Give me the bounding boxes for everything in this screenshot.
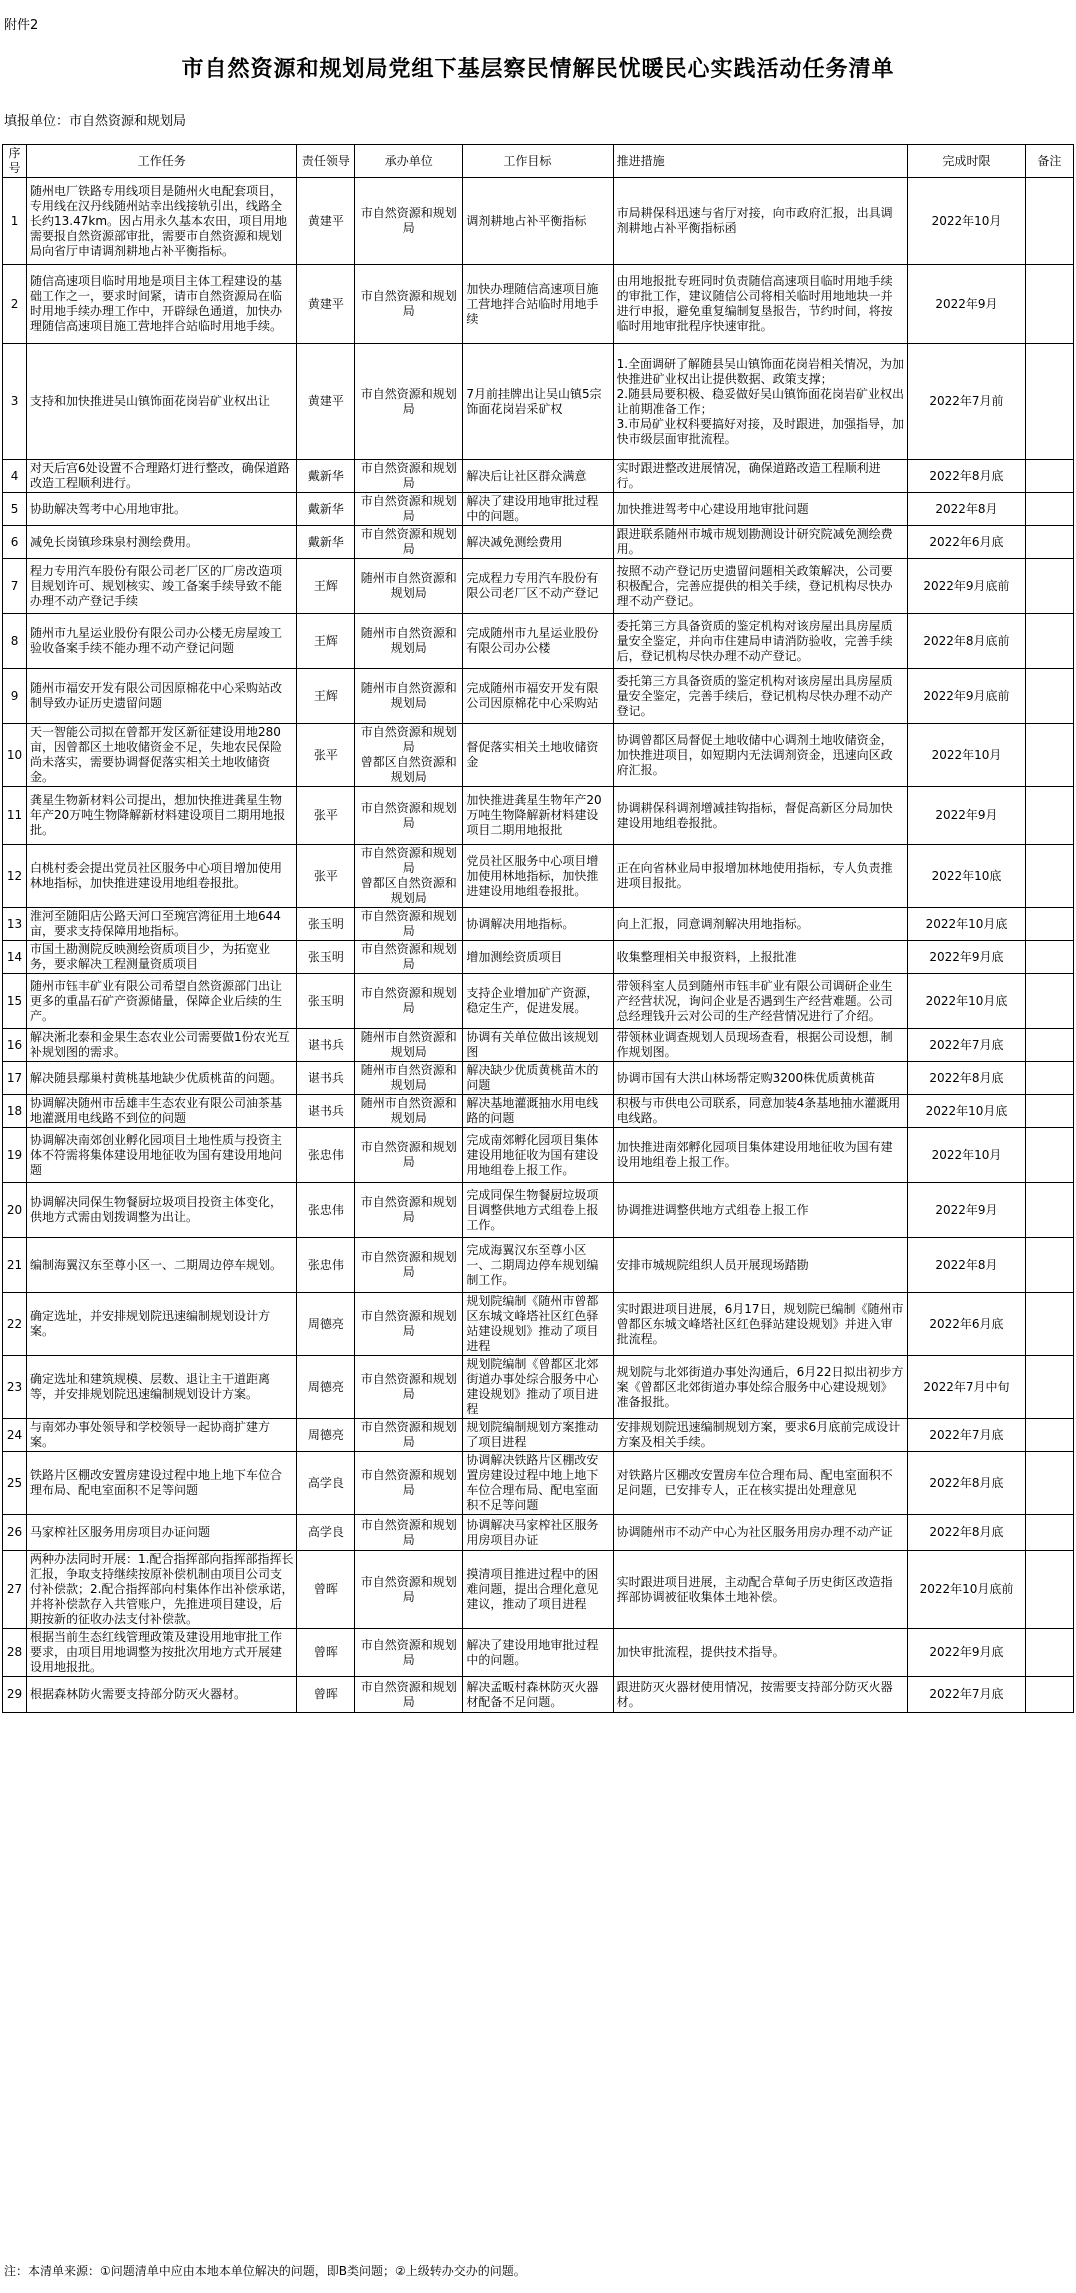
- header-goal: 工作目标: [463, 145, 613, 178]
- goal-cell: 解决基地灌溉抽水用电线路的问题: [463, 1095, 613, 1128]
- footnote: 注：本清单来源：①问题清单中应由本地本单位解决的问题，即B类问题；②上级转办交办的问题。: [4, 2264, 526, 2278]
- remark-cell: [1025, 1128, 1073, 1183]
- row-number: 6: [3, 526, 27, 559]
- remark-cell: [1025, 1419, 1073, 1452]
- goal-cell: 规划院编制《曾都区北郊街道办事处综合服务中心建设规划》推动了项目进程: [463, 1356, 613, 1419]
- deadline-cell: 2022年10月底: [908, 1095, 1026, 1128]
- goal-cell: 督促落实相关土地收储资金: [463, 724, 613, 787]
- row-number: 18: [3, 1095, 27, 1128]
- unit-cell: 市自然资源和规划局: [355, 178, 463, 265]
- unit-cell: 市自然资源和规划局: [355, 908, 463, 941]
- task-cell: 协调解决南郊创业孵化园项目土地性质与投资主体不符需将集体建设用地征收为国有建设用地问题: [27, 1128, 297, 1183]
- row-number: 10: [3, 724, 27, 787]
- leader-cell: 张平: [297, 724, 355, 787]
- header-measure: 推进措施: [613, 145, 907, 178]
- row-number: 5: [3, 493, 27, 526]
- leader-cell: 曾晖: [297, 1629, 355, 1677]
- task-cell: 白桃村委会提出党员社区服务中心项目增加使用林地指标，加快推进建设用地组卷报批。: [27, 845, 297, 908]
- unit-cell: 市自然资源和规划局: [355, 787, 463, 845]
- leader-cell: 谌书兵: [297, 1029, 355, 1062]
- table-row: [3, 974, 1074, 1029]
- goal-cell: 协调解决铁路片区棚改安置房建设过程中地上地下车位合理布局、配电室面积不足等问题: [463, 1452, 613, 1515]
- row-number: 28: [3, 1629, 27, 1677]
- table-row: [3, 178, 1074, 265]
- task-cell: 龚星生物新材料公司提出，想加快推进龚星生物年产20万吨生物降解新材料建设项目二期用地报批。: [27, 787, 297, 845]
- measure-cell: 市局耕保科迅速与省厅对接，向市政府汇报，出具调剂耕地占补平衡指标函: [613, 178, 907, 265]
- table-row: [3, 1356, 1074, 1419]
- leader-cell: 周德亮: [297, 1356, 355, 1419]
- leader-cell: 张平: [297, 787, 355, 845]
- table-row: [3, 460, 1074, 493]
- measure-cell: 协调耕保科调剂增减挂钩指标，督促高新区分局加快建设用地组卷报批。: [613, 787, 907, 845]
- table-row: [3, 669, 1074, 724]
- unit-cell: 市自然资源和规划局: [355, 1551, 463, 1629]
- deadline-cell: 2022年7月底: [908, 1419, 1026, 1452]
- unit-cell: 市自然资源和规划局 曾都区自然资源和规划局: [355, 845, 463, 908]
- deadline-cell: 2022年8月: [908, 1238, 1026, 1293]
- goal-cell: 协调解决用地指标。: [463, 908, 613, 941]
- measure-cell: 1.全面调研了解随县吴山镇饰面花岗岩相关情况，为加快推进矿业权出让提供数据、政策支撑； 2.随县局要积极、稳妥做好吴山镇饰面花岗岩矿业权出让前期准备工作； 3.市局矿业权科要搞好对接，及时跟进，加强指导，加快市级层面审批流程。: [613, 344, 907, 460]
- header-deadline: 完成时限: [908, 145, 1026, 178]
- goal-cell: 7月前挂牌出让吴山镇5宗饰面花岗岩采矿权: [463, 344, 613, 460]
- unit-cell: 市自然资源和规划局: [355, 941, 463, 974]
- leader-cell: 黄建平: [297, 178, 355, 265]
- leader-cell: 戴新华: [297, 460, 355, 493]
- unit-cell: 市自然资源和规划局: [355, 493, 463, 526]
- task-cell: 与南郊办事处领导和学校领导一起协商扩建方案。: [27, 1419, 297, 1452]
- remark-cell: [1025, 1095, 1073, 1128]
- measure-cell: 积极与市供电公司联系，同意加装4条基地抽水灌溉用电线路。: [613, 1095, 907, 1128]
- remark-cell: [1025, 559, 1073, 614]
- task-cell: 支持和加快推进吴山镇饰面花岗岩矿业权出让: [27, 344, 297, 460]
- table-row: [3, 787, 1074, 845]
- table-row: [3, 1238, 1074, 1293]
- row-number: 12: [3, 845, 27, 908]
- row-number: 19: [3, 1128, 27, 1183]
- deadline-cell: 2022年7月前: [908, 344, 1026, 460]
- leader-cell: 曾晖: [297, 1551, 355, 1629]
- table-row: [3, 1551, 1074, 1629]
- goal-cell: 支持企业增加矿产资源，稳定生产，促进发展。: [463, 974, 613, 1029]
- measure-cell: 带领林业调查规划人员现场查看，根据公司设想，制作规划图。: [613, 1029, 907, 1062]
- remark-cell: [1025, 845, 1073, 908]
- unit-cell: 市自然资源和规划局: [355, 1452, 463, 1515]
- task-cell: 对天后宫6处设置不合理路灯进行整改，确保道路改造工程顺利进行。: [27, 460, 297, 493]
- goal-cell: 完成南郊孵化园项目集体建设用地征收为国有建设用地组卷上报工作。: [463, 1128, 613, 1183]
- measure-cell: 按照不动产登记历史遗留问题相关政策解决，公司要积极配合，完善应提供的相关手续，登记机构尽快办理不动产登记。: [613, 559, 907, 614]
- leader-cell: 张玉明: [297, 974, 355, 1029]
- page-title: 市自然资源和规划局党组下基层察民情解民忧暖民心实践活动任务清单: [181, 57, 895, 82]
- row-number: 25: [3, 1452, 27, 1515]
- deadline-cell: 2022年8月底: [908, 1062, 1026, 1095]
- task-cell: 市国土勘测院反映测绘资质项目少，为拓宽业务，要求解决工程测量资质项目: [27, 941, 297, 974]
- deadline-cell: 2022年6月底: [908, 526, 1026, 559]
- row-number: 26: [3, 1515, 27, 1551]
- row-number: 17: [3, 1062, 27, 1095]
- remark-cell: [1025, 1551, 1073, 1629]
- task-cell: 随州市福安开发有限公司因原棉花中心采购站改制导致办证历史遗留问题: [27, 669, 297, 724]
- task-cell: 马家榨社区服务用房项目办证问题: [27, 1515, 297, 1551]
- remark-cell: [1025, 787, 1073, 845]
- deadline-cell: 2022年7月中旬: [908, 1356, 1026, 1419]
- goal-cell: 调剂耕地占补平衡指标: [463, 178, 613, 265]
- measure-cell: 带领科室人员到随州市钰丰矿业有限公司调研企业生产经营状况，询问企业是否遇到生产经营难题。公司总经理钱升云对公司的生产经营情况进行了介绍。: [613, 974, 907, 1029]
- unit-cell: 市自然资源和规划局: [355, 1419, 463, 1452]
- leader-cell: 谌书兵: [297, 1062, 355, 1095]
- row-number: 4: [3, 460, 27, 493]
- leader-cell: 张玉明: [297, 941, 355, 974]
- table-row: [3, 344, 1074, 460]
- deadline-cell: 2022年9月底: [908, 1629, 1026, 1677]
- leader-cell: 谌书兵: [297, 1095, 355, 1128]
- measure-cell: 实时跟进项目进展，主动配合草甸子历史街区改造指挥部协调被征收集体土地补偿。: [613, 1551, 907, 1629]
- remark-cell: [1025, 344, 1073, 460]
- goal-cell: 协调解决马家榨社区服务用房项目办证: [463, 1515, 613, 1551]
- deadline-cell: 2022年10月底: [908, 974, 1026, 1029]
- unit-cell: 市自然资源和规划局: [355, 1238, 463, 1293]
- table-row: [3, 1183, 1074, 1238]
- table-row: [3, 559, 1074, 614]
- table-row: [3, 493, 1074, 526]
- goal-cell: 解决孟畈村森林防灭火器材配备不足问题。: [463, 1677, 613, 1713]
- goal-cell: 加快办理随信高速项目施工营地拌合站临时用地手续: [463, 265, 613, 344]
- deadline-cell: 2022年10月: [908, 178, 1026, 265]
- row-number: 8: [3, 614, 27, 669]
- goal-cell: 完成海翼汉东至尊小区一、二期周边停车规划编制工作。: [463, 1238, 613, 1293]
- unit-cell: 市自然资源和规划局: [355, 974, 463, 1029]
- table-row: [3, 526, 1074, 559]
- leader-cell: 张玉明: [297, 908, 355, 941]
- remark-cell: [1025, 493, 1073, 526]
- row-number: 20: [3, 1183, 27, 1238]
- task-cell: 随州市九星运业股份有限公司办公楼无房屋竣工验收备案手续不能办理不动产登记问题: [27, 614, 297, 669]
- measure-cell: 正在向省林业局申报增加林地使用指标，专人负责推进项目报批。: [613, 845, 907, 908]
- unit-cell: 随州市自然资源和规划局: [355, 1029, 463, 1062]
- remark-cell: [1025, 614, 1073, 669]
- leader-cell: 曾晖: [297, 1677, 355, 1713]
- deadline-cell: 2022年8月底: [908, 1515, 1026, 1551]
- unit-cell: 市自然资源和规划局: [355, 460, 463, 493]
- table-row: [3, 1128, 1074, 1183]
- remark-cell: [1025, 941, 1073, 974]
- remark-cell: [1025, 178, 1073, 265]
- deadline-cell: 2022年9月底: [908, 941, 1026, 974]
- measure-cell: 实时跟进项目进展，6月17日，规划院已编制《随州市曾都区东城文峰塔社区红色驿站建设规划》并进入审批流程。: [613, 1293, 907, 1356]
- unit-cell: 市自然资源和规划局 曾都区自然资源和规划局: [355, 724, 463, 787]
- row-number: 15: [3, 974, 27, 1029]
- task-cell: 减免长岗镇珍珠泉村测绘费用。: [27, 526, 297, 559]
- measure-cell: 加快推进南郊孵化园项目集体建设用地征收为国有建设用地组卷上报工作。: [613, 1128, 907, 1183]
- remark-cell: [1025, 974, 1073, 1029]
- row-number: 3: [3, 344, 27, 460]
- header-task: 工作任务: [27, 145, 297, 178]
- row-number: 14: [3, 941, 27, 974]
- header-remark: 备注: [1025, 145, 1073, 178]
- deadline-cell: 2022年9月: [908, 1183, 1026, 1238]
- leader-cell: 周德亮: [297, 1419, 355, 1452]
- deadline-cell: 2022年9月底前: [908, 559, 1026, 614]
- goal-cell: 完成同保生物餐厨垃圾项目调整供地方式组卷上报工作。: [463, 1183, 613, 1238]
- goal-cell: 增加测绘资质项目: [463, 941, 613, 974]
- unit-cell: 市自然资源和规划局: [355, 1183, 463, 1238]
- remark-cell: [1025, 1062, 1073, 1095]
- deadline-cell: 2022年8月底: [908, 460, 1026, 493]
- measure-cell: 委托第三方具备资质的鉴定机构对该房屋出具房屋质量安全鉴定，并向市住建局申请消防验收，完善手续后，登记机构尽快办理不动产登记。: [613, 614, 907, 669]
- row-number: 11: [3, 787, 27, 845]
- leader-cell: 王辉: [297, 669, 355, 724]
- measure-cell: 协调推进调整供地方式组卷上报工作: [613, 1183, 907, 1238]
- table-row: [3, 845, 1074, 908]
- deadline-cell: 2022年9月: [908, 265, 1026, 344]
- measure-cell: 加快推进驾考中心建设用地审批问题: [613, 493, 907, 526]
- table-row: [3, 1029, 1074, 1062]
- measure-cell: 向上汇报，同意调剂解决用地指标。: [613, 908, 907, 941]
- task-cell: 随州电厂铁路专用线项目是随州火电配套项目，专用线在汉丹线随州站幸出线接轨引出，线路全长约13.47km。因占用永久基本农田，项目用地需要报自然资源部审批，需要市自然资源和规划局向省厅申请调剂耕地占补平衡指标。: [27, 178, 297, 265]
- table-row: [3, 1677, 1074, 1713]
- deadline-cell: 2022年10底: [908, 845, 1026, 908]
- remark-cell: [1025, 1452, 1073, 1515]
- remark-cell: [1025, 1677, 1073, 1713]
- remark-cell: [1025, 1183, 1073, 1238]
- task-cell: 编制海翼汉东至尊小区一、二期周边停车规划。: [27, 1238, 297, 1293]
- table-row: [3, 941, 1074, 974]
- unit-cell: 市自然资源和规划局: [355, 1677, 463, 1713]
- goal-cell: 解决减免测绘费用: [463, 526, 613, 559]
- deadline-cell: 2022年7月底: [908, 1029, 1026, 1062]
- deadline-cell: 2022年8月底: [908, 1452, 1026, 1515]
- unit-cell: 市自然资源和规划局: [355, 526, 463, 559]
- measure-cell: 安排市城规院组织人员开展现场踏勘: [613, 1238, 907, 1293]
- unit-cell: 市自然资源和规划局: [355, 1293, 463, 1356]
- goal-cell: 规划院编制《随州市曾都区东城文峰塔社区红色驿站建设规划》推动了项目进程: [463, 1293, 613, 1356]
- remark-cell: [1025, 1356, 1073, 1419]
- measure-cell: 由用地报批专班同时负责随信高速项目临时用地手续的审批工作，建议随信公司将相关临时用地地块一并进行申报，避免重复编制复垦报告，节约时间，将按临时用地审批程序快速审批。: [613, 265, 907, 344]
- row-number: 21: [3, 1238, 27, 1293]
- goal-cell: 完成随州市九星运业股份有限公司办公楼: [463, 614, 613, 669]
- task-cell: 根据森林防火需要支持部分防灭火器材。: [27, 1677, 297, 1713]
- measure-cell: 加快审批流程，提供技术指导。: [613, 1629, 907, 1677]
- remark-cell: [1025, 1629, 1073, 1677]
- deadline-cell: 2022年9月底前: [908, 669, 1026, 724]
- filler-unit: 填报单位：市自然资源和规划局: [4, 114, 187, 129]
- measure-cell: 协调随州市不动产中心为社区服务用房办理不动产证: [613, 1515, 907, 1551]
- remark-cell: [1025, 724, 1073, 787]
- header-no: 序号: [3, 145, 27, 178]
- row-number: 27: [3, 1551, 27, 1629]
- row-number: 23: [3, 1356, 27, 1419]
- table-row: [3, 614, 1074, 669]
- table-row: [3, 1095, 1074, 1128]
- deadline-cell: 2022年9月: [908, 787, 1026, 845]
- leader-cell: 王辉: [297, 614, 355, 669]
- unit-cell: 随州市自然资源和规划局: [355, 559, 463, 614]
- unit-cell: 随州市自然资源和规划局: [355, 1062, 463, 1095]
- goal-cell: 摸清项目推进过程中的困难问题，提出合理化意见建议，推动了项目进程: [463, 1551, 613, 1629]
- task-cell: 程力专用汽车股份有限公司老厂区的厂房改造项目规划许可、规划核实、竣工备案手续导致不能办理不动产登记手续: [27, 559, 297, 614]
- task-cell: 协调解决随州市岳雄丰生态农业有限公司油茶基地灌溉用电线路不到位的问题: [27, 1095, 297, 1128]
- deadline-cell: 2022年8月: [908, 493, 1026, 526]
- measure-cell: 收集整理相关申报资料，上报批准: [613, 941, 907, 974]
- task-cell: 确定选址，并安排规划院迅速编制规划设计方案。: [27, 1293, 297, 1356]
- table-row: [3, 265, 1074, 344]
- unit-cell: 市自然资源和规划局: [355, 265, 463, 344]
- row-number: 24: [3, 1419, 27, 1452]
- measure-cell: 跟进联系随州市城市规划勘测设计研究院减免测绘费用。: [613, 526, 907, 559]
- row-number: 13: [3, 908, 27, 941]
- remark-cell: [1025, 265, 1073, 344]
- deadline-cell: 2022年10月底前: [908, 1551, 1026, 1629]
- remark-cell: [1025, 669, 1073, 724]
- deadline-cell: 2022年7月底: [908, 1677, 1026, 1713]
- header-unit: 承办单位: [355, 145, 463, 178]
- remark-cell: [1025, 460, 1073, 493]
- leader-cell: 王辉: [297, 559, 355, 614]
- task-cell: 解决淅北泰和金果生态农业公司需要做1份农光互补规划图的需求。: [27, 1029, 297, 1062]
- task-cell: 天一智能公司拟在曾都开发区新征建设用地280亩，因曾都区土地收储资金不足，失地农民保险尚未落实，需要协调督促落实相关土地收储资金。: [27, 724, 297, 787]
- unit-cell: 市自然资源和规划局: [355, 1128, 463, 1183]
- deadline-cell: 2022年6月底: [908, 1293, 1026, 1356]
- task-cell: 随信高速项目临时用地是项目主体工程建设的基础工作之一，要求时间紧，请市自然资源局在临时用地手续办理工作中，开辟绿色通道，加快办理随信高速项目施工营地拌合站临时用地手续。: [27, 265, 297, 344]
- table-row: [3, 1515, 1074, 1551]
- task-cell: 根据当前生态红线管理政策及建设用地审批工作要求，由项目用地调整为按批次用地方式开展建设用地报批。: [27, 1629, 297, 1677]
- leader-cell: 高学良: [297, 1515, 355, 1551]
- leader-cell: 戴新华: [297, 493, 355, 526]
- leader-cell: 高学良: [297, 1452, 355, 1515]
- task-cell: 淮河至随阳店公路天河口至琬宫湾征用土地644亩，要求支持保障用地指标。: [27, 908, 297, 941]
- goal-cell: 协调有关单位做出该规划图: [463, 1029, 613, 1062]
- unit-cell: 市自然资源和规划局: [355, 344, 463, 460]
- leader-cell: 张忠伟: [297, 1238, 355, 1293]
- measure-cell: 委托第三方具备资质的鉴定机构对该房屋出具房屋质量安全鉴定，完善手续后，登记机构尽快办理不动产登记。: [613, 669, 907, 724]
- leader-cell: 张忠伟: [297, 1183, 355, 1238]
- task-cell: 确定选址和建筑规模、层数、退让主干道距离等，并安排规划院迅速编制规划设计方案。: [27, 1356, 297, 1419]
- leader-cell: 张忠伟: [297, 1128, 355, 1183]
- measure-cell: 协调曾都区局督促土地收储中心调剂土地收储资金，加快推进项目，如短期内无法调剂资金，迅速向区政府汇报。: [613, 724, 907, 787]
- goal-cell: 规划院编制规划方案推动了项目进程: [463, 1419, 613, 1452]
- deadline-cell: 2022年8月底前: [908, 614, 1026, 669]
- measure-cell: 跟进防灭火器材使用情况，按需要支持部分防灭火器材。: [613, 1677, 907, 1713]
- unit-cell: 市自然资源和规划局: [355, 1629, 463, 1677]
- task-cell: 两种办法同时开展：1.配合指挥部向指挥部指挥长汇报，争取支持继续按原补偿机制由项目公司支付补偿款；2.配合指挥部向村集体作出补偿承诺，并将补偿款存入共管账户，先推进项目建设，后期按新的征收办法支付补偿款。: [27, 1551, 297, 1629]
- task-cell: 铁路片区棚改安置房建设过程中地上地下车位合理布局、配电室面积不足等问题: [27, 1452, 297, 1515]
- measure-cell: 规划院与北郊街道办事处沟通后，6月22日拟出初步方案《曾都区北郊街道办事处综合服务中心建设规划》准备报批。: [613, 1356, 907, 1419]
- measure-cell: 对铁路片区棚改安置房车位合理布局、配电室面积不足问题，已安排专人，正在核实提出处理意见: [613, 1452, 907, 1515]
- remark-cell: [1025, 526, 1073, 559]
- table-row: [3, 1062, 1074, 1095]
- unit-cell: 市自然资源和规划局: [355, 1515, 463, 1551]
- table-row: [3, 1452, 1074, 1515]
- leader-cell: 黄建平: [297, 344, 355, 460]
- task-cell: 协调解决同保生物餐厨垃圾项目投资主体变化，供地方式需由划拨调整为出让。: [27, 1183, 297, 1238]
- leader-cell: 戴新华: [297, 526, 355, 559]
- goal-cell: 解决后让社区群众满意: [463, 460, 613, 493]
- goal-cell: 加快推进龚星生物年产20万吨生物降解新材料建设项目二期用地报批: [463, 787, 613, 845]
- table-row: [3, 724, 1074, 787]
- remark-cell: [1025, 1293, 1073, 1356]
- remark-cell: [1025, 1029, 1073, 1062]
- table-row: [3, 1293, 1074, 1356]
- row-number: 16: [3, 1029, 27, 1062]
- remark-cell: [1025, 1515, 1073, 1551]
- task-cell: 协助解决驾考中心用地审批。: [27, 493, 297, 526]
- table-row: [3, 1629, 1074, 1677]
- attachment-label: 附件2: [4, 18, 39, 33]
- measure-cell: 实时跟进整改进展情况，确保道路改造工程顺利进行。: [613, 460, 907, 493]
- goal-cell: 完成程力专用汽车股份有限公司老厂区不动产登记: [463, 559, 613, 614]
- goal-cell: 党员社区服务中心项目增加使用林地指标，加快推进建设用地组卷报批。: [463, 845, 613, 908]
- row-number: 29: [3, 1677, 27, 1713]
- leader-cell: 张平: [297, 845, 355, 908]
- row-number: 2: [3, 265, 27, 344]
- goal-cell: 解决缺少优质黄桃苗木的问题: [463, 1062, 613, 1095]
- leader-cell: 黄建平: [297, 265, 355, 344]
- task-cell: 解决随县鄢巢村黄桃基地缺少优质桃苗的问题。: [27, 1062, 297, 1095]
- measure-cell: 安排规划院迅速编制规划方案，要求6月底前完成设计方案及相关手续。: [613, 1419, 907, 1452]
- unit-cell: 市自然资源和规划局: [355, 1356, 463, 1419]
- task-table: [2, 144, 1074, 1713]
- goal-cell: 完成随州市福安开发有限公司因原棉花中心采购站: [463, 669, 613, 724]
- row-number: 22: [3, 1293, 27, 1356]
- leader-cell: 周德亮: [297, 1293, 355, 1356]
- table-row: [3, 908, 1074, 941]
- remark-cell: [1025, 1238, 1073, 1293]
- header-leader: 责任领导: [297, 145, 355, 178]
- measure-cell: 协调市国有大洪山林场帮定购3200株优质黄桃苗: [613, 1062, 907, 1095]
- goal-cell: 解决了建设用地审批过程中的问题。: [463, 493, 613, 526]
- unit-cell: 随州市自然资源和规划局: [355, 1095, 463, 1128]
- row-number: 1: [3, 178, 27, 265]
- deadline-cell: 2022年10月: [908, 724, 1026, 787]
- unit-cell: 随州市自然资源和规划局: [355, 614, 463, 669]
- task-cell: 随州市钰丰矿业有限公司希望自然资源部门出让更多的重晶石矿产资源储量，保障企业后续的生产。: [27, 974, 297, 1029]
- deadline-cell: 2022年10月底: [908, 908, 1026, 941]
- deadline-cell: 2022年10月: [908, 1128, 1026, 1183]
- table-row: [3, 1419, 1074, 1452]
- unit-cell: 随州市自然资源和规划局: [355, 669, 463, 724]
- header-row: [3, 145, 1074, 178]
- row-number: 7: [3, 559, 27, 614]
- remark-cell: [1025, 908, 1073, 941]
- goal-cell: 解决了建设用地审批过程中的问题。: [463, 1629, 613, 1677]
- row-number: 9: [3, 669, 27, 724]
